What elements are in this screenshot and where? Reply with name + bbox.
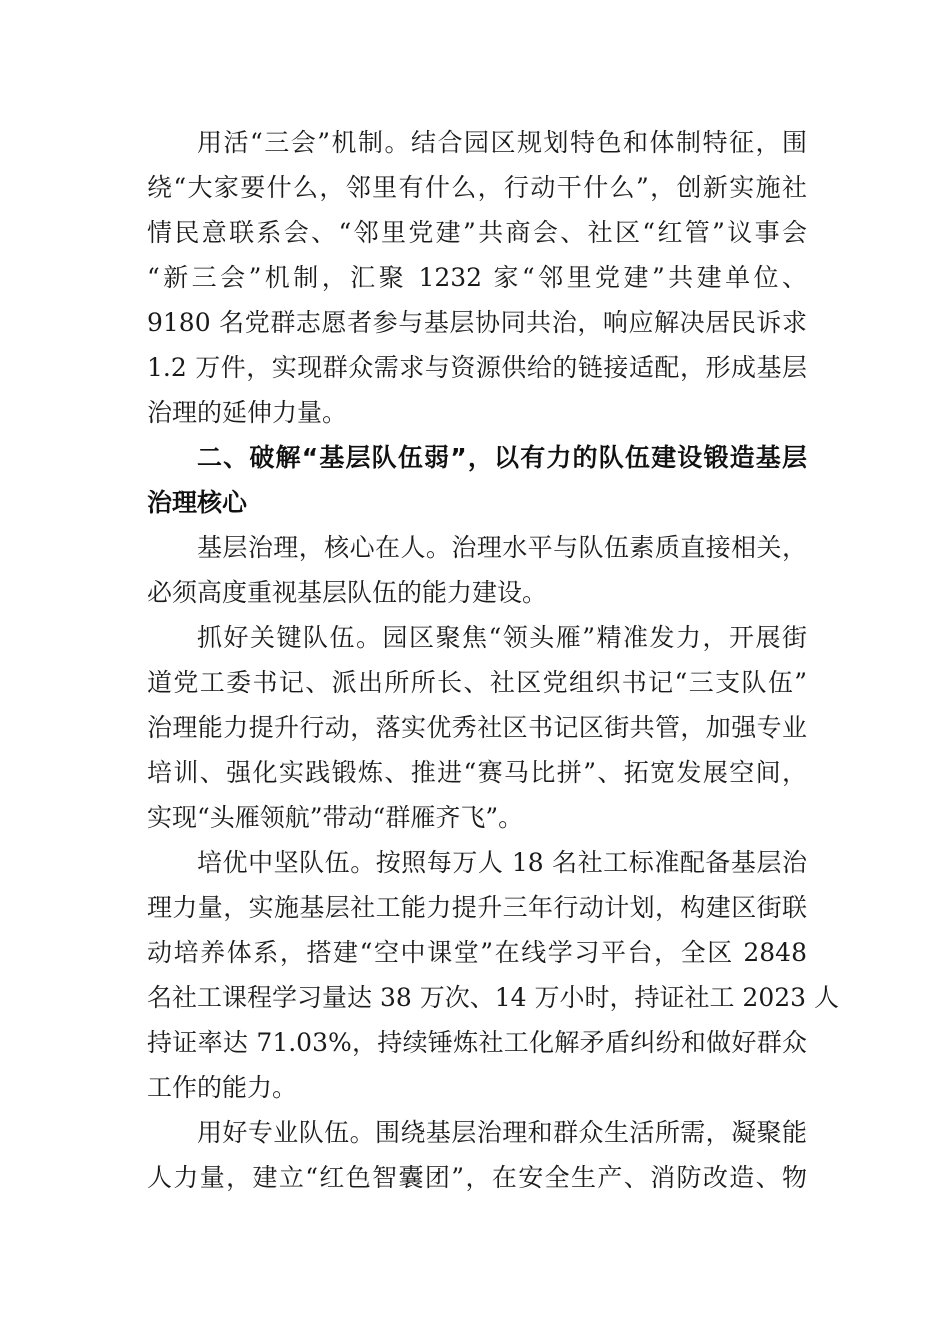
- paragraph-line: 用活“三会”机制。结合园区规划特色和体制特征，围: [197, 128, 807, 157]
- paragraph-line: 基层治理，核心在人。治理水平与队伍素质直接相关，: [197, 533, 807, 562]
- paragraph-line: 治理的延伸力量。: [147, 398, 348, 427]
- document-body: [147, 120, 839, 1200]
- paragraph-line: 名社工课程学习量达 38 万次、14 万小时，持证社工 2023 人: [147, 983, 839, 1012]
- paragraph-line: 绕“大家要什么，邻里有什么，行动干什么”，创新实施社: [147, 173, 807, 202]
- paragraph-line: 治理能力提升行动，落实优秀社区书记区街共管，加强专业: [147, 713, 807, 742]
- paragraph-line: 抓好关键队伍。园区聚焦“领头雁”精准发力，开展街: [197, 623, 807, 652]
- paragraph-line: “新三会”机制，汇聚 1232 家“邻里党建”共建单位、: [147, 263, 807, 292]
- section-heading: 二、破解“基层队伍弱”，以有力的队伍建设锻造基层: [197, 443, 807, 472]
- paragraph-line: 用好专业队伍。围绕基层治理和群众生活所需，凝聚能: [197, 1118, 807, 1147]
- paragraph-line: 实现“头雁领航”带动“群雁齐飞”。: [147, 803, 524, 832]
- paragraph-line: 动培养体系，搭建“空中课堂”在线学习平台，全区 2848: [147, 938, 807, 967]
- paragraph-line: 1.2 万件，实现群众需求与资源供给的链接适配，形成基层: [147, 353, 807, 382]
- paragraph-line: 道党工委书记、派出所所长、社区党组织书记“三支队伍”: [147, 668, 807, 697]
- paragraph-line: 工作的能力。: [147, 1073, 298, 1102]
- paragraph-line: 持证率达 71.03%，持续锤炼社工化解矛盾纠纷和做好群众: [147, 1028, 807, 1057]
- paragraph-line: 理力量，实施基层社工能力提升三年行动计划，构建区街联: [147, 893, 807, 922]
- paragraph-line: 情民意联系会、“邻里党建”共商会、社区“红管”议事会: [147, 218, 808, 247]
- paragraph-line: 培训、强化实践锻炼、推进“赛马比拼”、拓宽发展空间，: [147, 758, 807, 787]
- paragraph-line: 培优中坚队伍。按照每万人 18 名社工标准配备基层治: [197, 848, 807, 877]
- paragraph-line: 人力量，建立“红色智囊团”，在安全生产、消防改造、物: [147, 1163, 807, 1192]
- paragraph-line: 9180 名党群志愿者参与基层协同共治，响应解决居民诉求: [147, 308, 807, 337]
- section-heading: 治理核心: [147, 488, 248, 517]
- paragraph-line: 必须高度重视基层队伍的能力建设。: [147, 578, 548, 607]
